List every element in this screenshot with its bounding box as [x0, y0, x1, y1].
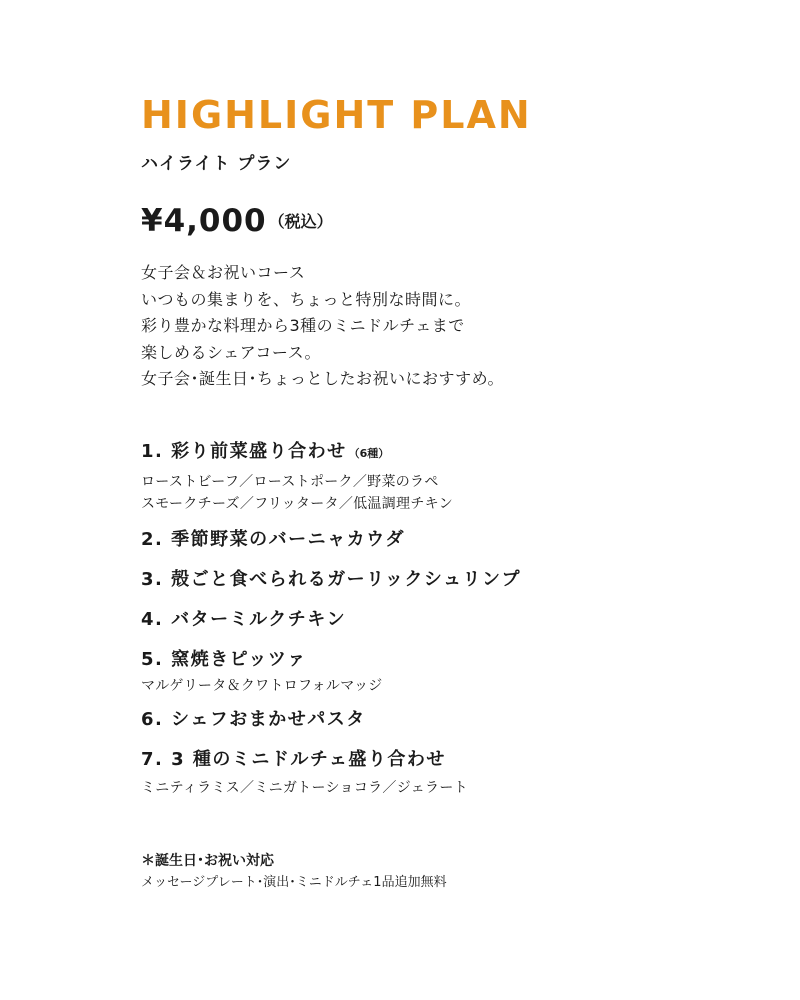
description-line: いつもの集まりを、ちょっと特別な時間に。 [141, 289, 472, 309]
note-title: ＊誕生日･お祝い対応 [141, 853, 274, 869]
celebration-note [141, 850, 447, 894]
dish-name: 5. 窯焼きピッツァ [141, 649, 307, 670]
menu-item-pizza [141, 648, 521, 697]
dish-detail: スモークチーズ／フリッタータ／低温調理チキン [141, 496, 454, 512]
dish-detail: ローストビーフ／ローストポーク／野菜のラペ [141, 474, 439, 490]
menu-item-appetizer [141, 440, 521, 515]
tax-note: （税込） [268, 212, 333, 231]
menu-item-bagna-cauda [141, 528, 521, 552]
dish-detail: ミニティラミス／ミニガトーショコラ／ジェラート [141, 780, 468, 796]
description-line: 彩り豊かな料理から3種のミニドルチェまで [141, 316, 465, 335]
menu-item-dolce [141, 748, 521, 799]
dish-name: 6. シェフおまかせパスタ [141, 709, 366, 730]
dish-name: 2. 季節野菜のバーニャカウダ [141, 529, 405, 550]
menu-item-buttermilk-chicken [141, 608, 521, 632]
dish-name [141, 440, 521, 466]
price-row [141, 203, 333, 239]
dish-title: 1. 彩り前菜盛り合わせ [141, 441, 347, 462]
description-line: 女子会＆お祝いコース [141, 263, 306, 282]
plan-price: ¥4,000 [141, 203, 267, 239]
description-line: 女子会･誕生日･ちょっとしたお祝いにおすすめ。 [141, 369, 505, 388]
menu-item-pasta [141, 708, 521, 732]
menu-item-garlic-shrimp [141, 568, 521, 592]
plan-subtitle: ハイライト プラン [141, 154, 292, 174]
plan-title: HIGHLIGHT PLAN [141, 93, 532, 137]
course-menu [141, 440, 521, 799]
note-text: メッセージプレート･演出･ミニドルチェ1品追加無料 [141, 875, 447, 890]
dish-note: （6種） [348, 447, 390, 460]
plan-description [141, 260, 504, 393]
dish-name: 7. 3 種のミニドルチェ盛り合わせ [141, 749, 446, 770]
dish-name: 4. バターミルクチキン [141, 609, 347, 630]
dish-name: 3. 殻ごと食べられるガーリックシュリンプ [141, 569, 522, 590]
description-line: 楽しめるシェアコース。 [141, 342, 322, 362]
dish-detail: マルゲリータ＆クワトロフォルマッジ [141, 678, 383, 694]
